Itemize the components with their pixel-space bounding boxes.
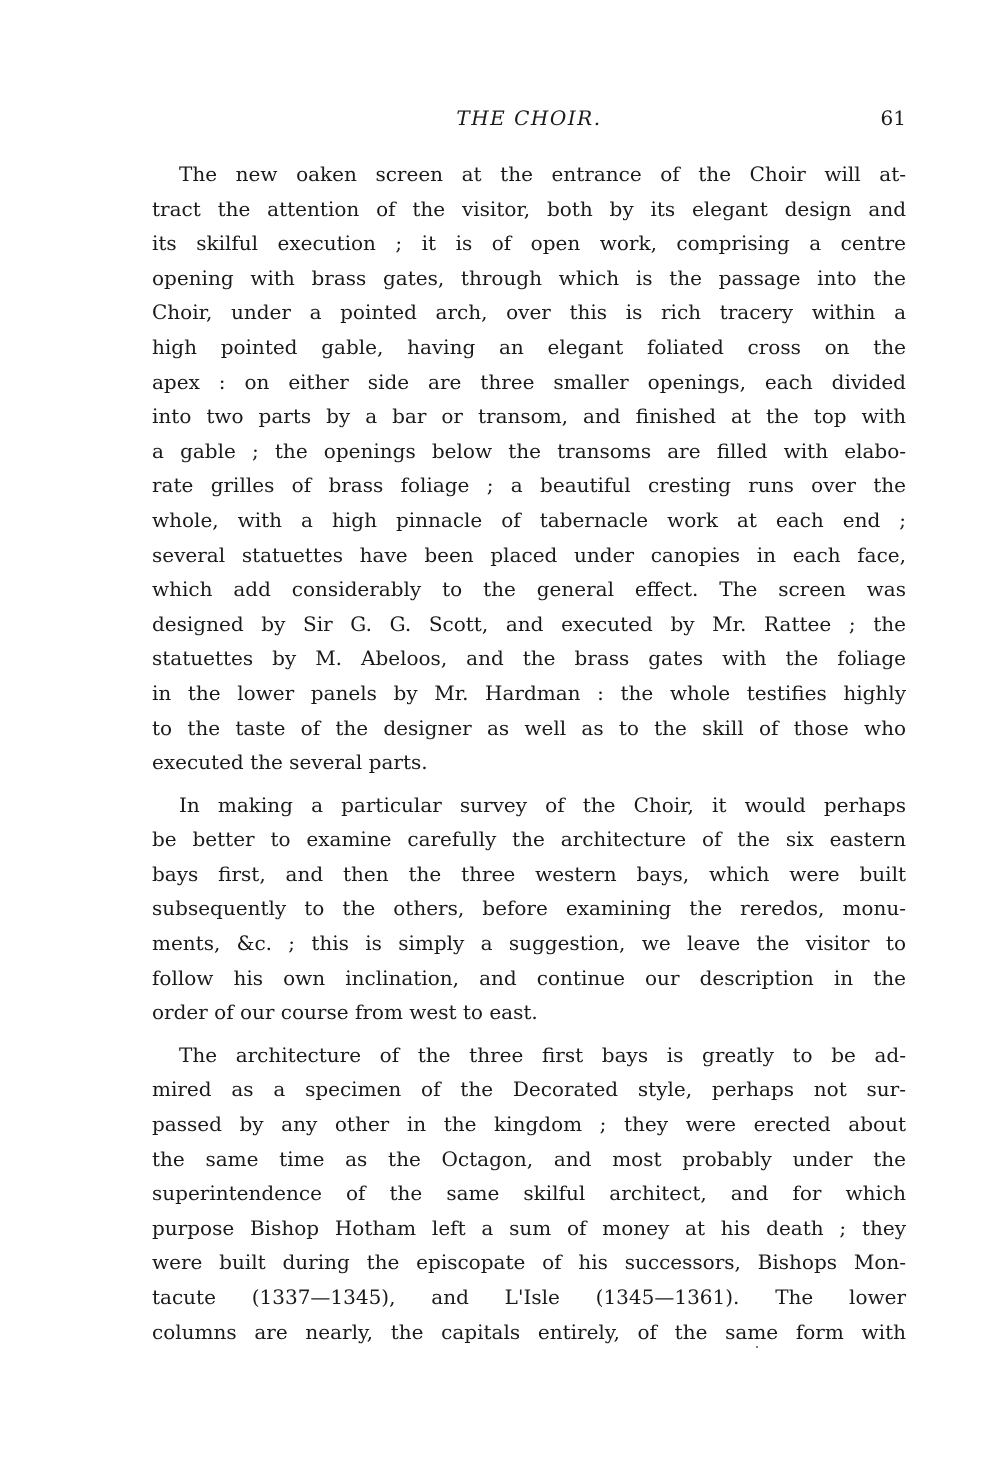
text-line: which add considerably to the general effect. The screen was: [152, 577, 906, 602]
text-line: The architecture of the three first bays is greatly to be ad-: [179, 1042, 906, 1067]
text-line: designed by Sir G. G. Scott, and executed by Mr. Rattee ; the: [152, 611, 906, 636]
text-line: high pointed gable, having an elegant foliated cross on the: [152, 334, 906, 359]
text-line: order of our course from west to east.: [152, 1000, 538, 1025]
text-line: several statuettes have been placed under canopies in each face,: [152, 542, 906, 567]
text-line: were built during the episcopate of his successors, Bishops Mon-: [152, 1250, 906, 1275]
text-line: apex : on either side are three smaller openings, each divided: [152, 369, 906, 394]
text-line: into two parts by a bar or transom, and finished at the top with: [152, 404, 906, 429]
text-line: rate grilles of brass foliage ; a beautiful cresting runs over the: [152, 473, 906, 498]
text-line: The new oaken screen at the entrance of the Choir will at-: [179, 162, 906, 186]
text-line: In making a particular survey of the Choir, it would perhaps: [179, 792, 906, 817]
text-line: mired as a specimen of the Decorated style, perhaps not sur-: [152, 1077, 906, 1102]
text-line: tacute (1337—1345), and L'Isle (1345—1361). The lower: [152, 1285, 906, 1309]
text-line: subsequently to the others, before examining the reredos, monu-: [152, 896, 906, 921]
text-line: the same time as the Octagon, and most probably under the: [152, 1146, 906, 1171]
text-line: bays first, and then the three western bays, which were built: [152, 861, 906, 886]
text-line: purpose Bishop Hotham left a sum of money at his death ; they: [152, 1215, 906, 1240]
text-line: ments, &c. ; this is simply a suggestion, we leave the visitor to: [152, 931, 906, 956]
paragraph-choir-screen: [152, 157, 906, 780]
text-line: executed the several parts.: [152, 750, 428, 775]
text-line: statuettes by M. Abeloos, and the brass gates with the foliage: [152, 646, 906, 671]
text-line: in the lower panels by Mr. Hardman : the whole testifies highly: [152, 680, 906, 705]
text-line: Choir, under a pointed arch, over this is rich tracery within a: [152, 300, 906, 325]
running-title: THE CHOIR.: [456, 106, 602, 130]
paragraph-survey-suggestion: [152, 788, 906, 1030]
text-line: be better to examine carefully the architecture of the six eastern: [152, 827, 906, 852]
print-speck: [756, 1346, 758, 1348]
text-line: its skilful execution ; it is of open work, comprising a centre: [152, 231, 906, 256]
text-line: columns are nearly, the capitals entirely, of the same form with: [152, 1319, 906, 1344]
body-text: [152, 157, 906, 1357]
text-line: to the taste of the designer as well as to the skill of those who: [152, 715, 906, 740]
text-line: follow his own inclination, and continue our description in the: [152, 965, 906, 990]
text-line: tract the attention of the visitor, both by its elegant design and: [152, 196, 906, 221]
paragraph-three-first-bays: [152, 1038, 906, 1349]
running-head: [152, 103, 906, 133]
text-line: superintendence of the same skilful architect, and for which: [152, 1181, 906, 1206]
text-line: passed by any other in the kingdom ; they were erected about: [152, 1112, 906, 1137]
text-line: a gable ; the openings below the transoms are filled with elabo-: [152, 438, 906, 463]
text-line: whole, with a high pinnacle of tabernacle work at each end ;: [152, 507, 906, 532]
text-line: opening with brass gates, through which is the passage into the: [152, 265, 906, 290]
page-number: 61: [880, 106, 906, 130]
